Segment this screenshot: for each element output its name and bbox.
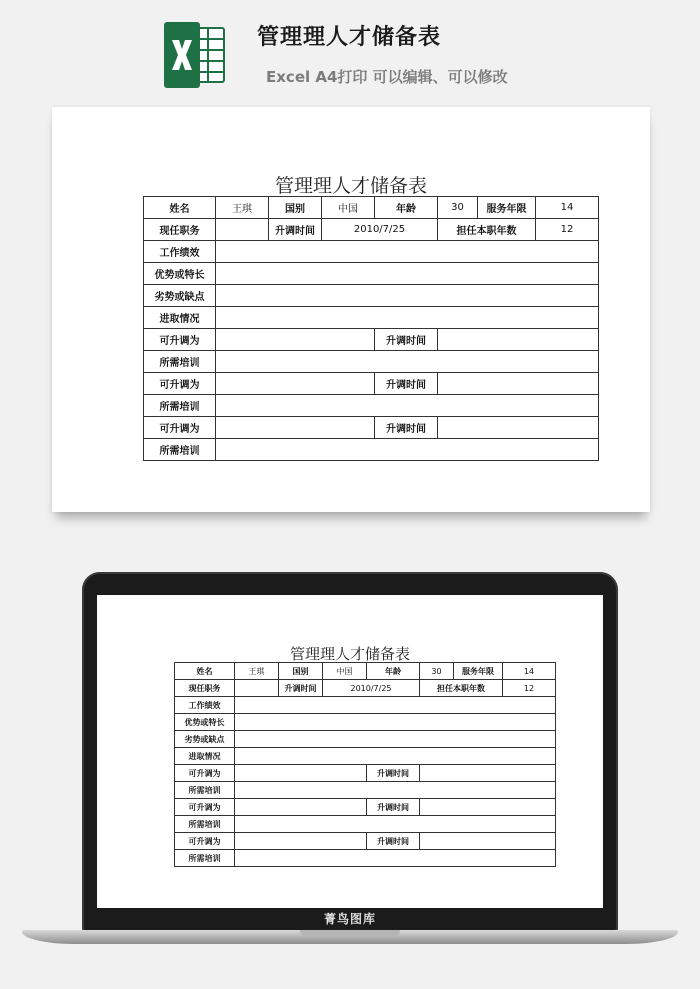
table-row [175,799,556,816]
promotable-to-label: 可升调为 [175,833,235,850]
promotable-to-value[interactable] [216,417,375,439]
reserve-table [143,196,599,461]
table-row [144,197,599,219]
page-subtitle: Excel A4打印 可以编辑、可以修改 [266,68,508,86]
table-row [144,219,599,241]
service-years-label: 服务年限 [478,197,536,219]
excel-icon [162,22,228,88]
table-row [175,833,556,850]
promotable-to-label: 可升调为 [175,765,235,782]
reserve-table [174,662,556,867]
promotion-time-label: 升调时间 [367,833,420,850]
page-title: 管理理人才储备表 [257,25,442,50]
age-value[interactable]: 30 [438,197,478,219]
table-row [144,263,599,285]
promotion-time-value [420,799,556,816]
years-in-role-value: 12 [503,680,556,697]
current-position-label: 现任职务 [175,680,235,697]
country-value: 中国 [323,663,367,680]
performance-label: 工作绩效 [144,241,216,263]
table-row [175,714,556,731]
promotion-time-value[interactable]: 2010/7/25 [322,219,438,241]
sheet-preview [52,107,650,512]
performance-value [235,697,556,714]
service-years-value: 14 [503,663,556,680]
years-in-role-label: 担任本职年数 [438,219,536,241]
table-row [144,439,599,461]
promotable-to-value [235,799,367,816]
promotion-time-label: 升调时间 [375,417,438,439]
table-row [144,241,599,263]
promotable-to-label: 可升调为 [144,329,216,351]
training-label: 所需培训 [144,351,216,373]
performance-label: 工作绩效 [175,697,235,714]
table-row [175,850,556,867]
initiative-value [235,748,556,765]
training-value [235,816,556,833]
service-years-label: 服务年限 [454,663,503,680]
initiative-value[interactable] [216,307,599,329]
promotable-to-label: 可升调为 [144,417,216,439]
table-row [175,748,556,765]
sheet-title: 管理理人才储备表 [289,645,410,663]
current-position-value [235,680,279,697]
years-in-role-value[interactable]: 12 [536,219,599,241]
table-row [175,782,556,799]
promotion-time-value [420,833,556,850]
table-row [175,680,556,697]
initiative-label: 进取情况 [175,748,235,765]
age-label: 年龄 [367,663,420,680]
table-row [175,731,556,748]
country-value[interactable]: 中国 [322,197,375,219]
promotable-to-value[interactable] [216,373,375,395]
promotion-time-label: 升调时间 [367,765,420,782]
name-label: 姓名 [175,663,235,680]
training-value [235,850,556,867]
training-value [235,782,556,799]
name-label: 姓名 [144,197,216,219]
table-row [144,395,599,417]
age-label: 年龄 [375,197,438,219]
promotion-time-value [420,765,556,782]
table-row [175,663,556,680]
table-row [144,307,599,329]
weaknesses-label: 劣势或缺点 [175,731,235,748]
promotable-to-value[interactable] [216,329,375,351]
promotable-to-label: 可升调为 [144,373,216,395]
laptop-screen [97,595,603,908]
strengths-label: 优势或特长 [144,263,216,285]
country-label: 国别 [279,663,323,680]
sheet-title: 管理理人才储备表 [274,175,427,197]
promotion-time-label: 升调时间 [269,219,322,241]
promotion-time-label: 升调时间 [375,329,438,351]
name-value: 王琪 [235,663,279,680]
current-position-value[interactable] [216,219,269,241]
service-years-value[interactable]: 14 [536,197,599,219]
promotion-time-label: 升调时间 [375,373,438,395]
watermark: 菁鸟图库 [323,912,376,926]
promotion-time-value: 2010/7/25 [323,680,420,697]
training-label: 所需培训 [144,439,216,461]
weaknesses-value[interactable] [216,285,599,307]
strengths-value[interactable] [216,263,599,285]
training-label: 所需培训 [175,850,235,867]
strengths-value [235,714,556,731]
promotion-time-value[interactable] [438,329,599,351]
laptop-mockup [82,572,618,932]
table-row [175,816,556,833]
years-in-role-label: 担任本职年数 [420,680,503,697]
promotable-to-label: 可升调为 [175,799,235,816]
performance-value[interactable] [216,241,599,263]
initiative-label: 进取情况 [144,307,216,329]
training-value[interactable] [216,439,599,461]
table-row [175,765,556,782]
table-row [144,373,599,395]
table-row [144,351,599,373]
promotable-to-value [235,833,367,850]
laptop-notch [300,930,400,936]
table-row [175,697,556,714]
strengths-label: 优势或特长 [175,714,235,731]
current-position-label: 现任职务 [144,219,216,241]
training-label: 所需培训 [175,816,235,833]
table-row [144,285,599,307]
table-row [144,417,599,439]
training-label: 所需培训 [144,395,216,417]
table-row [144,329,599,351]
name-value[interactable]: 王琪 [216,197,269,219]
promotable-to-value [235,765,367,782]
promotion-time-label: 升调时间 [367,799,420,816]
training-value[interactable] [216,395,599,417]
weaknesses-label: 劣势或缺点 [144,285,216,307]
country-label: 国别 [269,197,322,219]
promotion-time-value[interactable] [438,373,599,395]
promotion-time-label: 升调时间 [279,680,323,697]
weaknesses-value [235,731,556,748]
promotion-time-value[interactable] [438,417,599,439]
training-label: 所需培训 [175,782,235,799]
age-value: 30 [420,663,454,680]
training-value[interactable] [216,351,599,373]
